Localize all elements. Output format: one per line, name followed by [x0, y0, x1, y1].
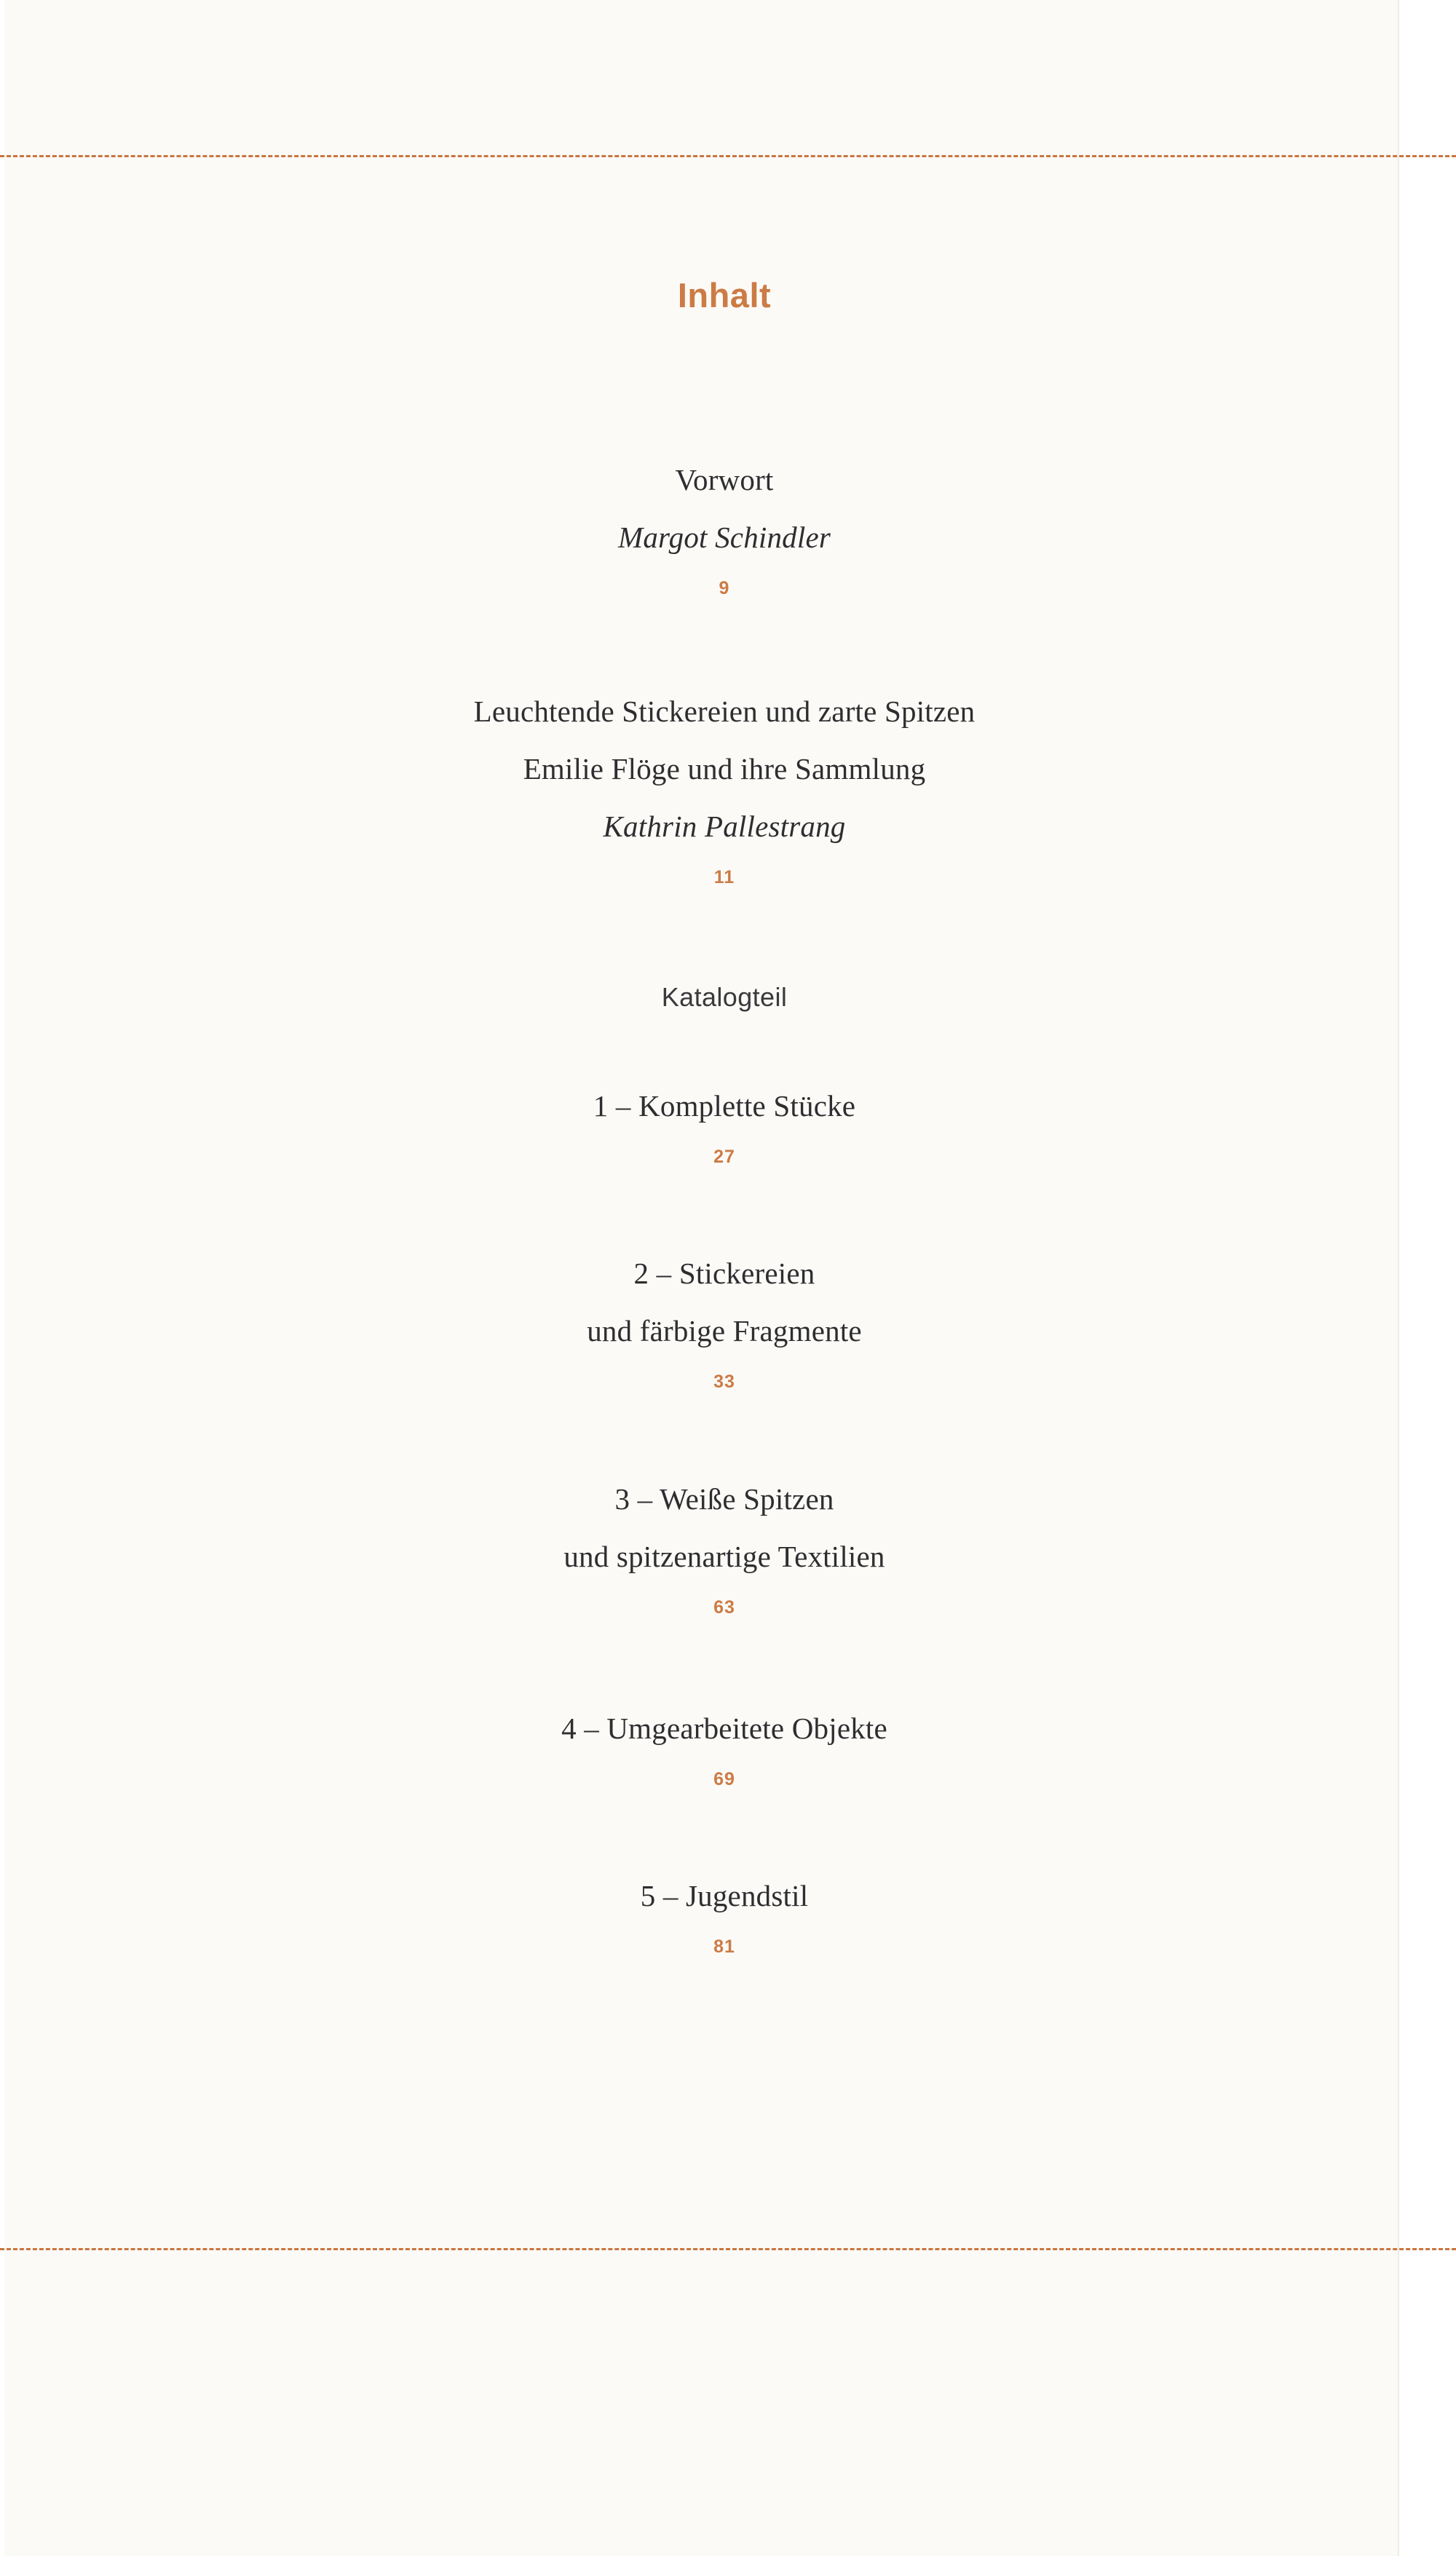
toc-entry-line: Vorwort	[675, 463, 774, 496]
toc-entry	[0, 1700, 1449, 1790]
toc-entry-page: 33	[713, 1372, 735, 1392]
toc-entry-page: 27	[713, 1147, 735, 1167]
toc-entry-line: Leuchtende Stickereien und zarte Spitzen	[473, 695, 976, 728]
toc-section-heading	[0, 968, 1449, 1026]
toc-entry-page: 11	[713, 867, 735, 887]
toc-entry	[0, 683, 1449, 888]
toc-entry-line: Emilie Flöge und ihre Sammlung	[523, 752, 926, 786]
toc-entry-page: 81	[713, 1936, 735, 1957]
dashed-rule-top	[0, 155, 1456, 157]
toc-entry	[0, 451, 1449, 599]
toc-entry	[0, 1867, 1449, 1958]
toc-entry	[0, 1471, 1449, 1618]
toc-entry-page: 63	[713, 1597, 735, 1618]
toc-entry-line: 5 – Jugendstil	[640, 1879, 809, 1912]
toc-entry-author: Kathrin Pallestrang	[603, 810, 846, 843]
toc-entry	[0, 1245, 1449, 1393]
toc-entry-page: 9	[719, 578, 730, 598]
toc-entry	[0, 1077, 1449, 1168]
toc-entry-line: Katalogteil	[661, 982, 788, 1012]
toc-entry-line: 4 – Umgearbeitete Objekte	[561, 1712, 887, 1745]
toc-entry-line: und spitzenartige Textilien	[563, 1540, 885, 1573]
toc-entry-line: 2 – Stickereien	[633, 1257, 815, 1290]
toc-entry-author: Margot Schindler	[617, 521, 831, 554]
toc-entry-page: 69	[713, 1769, 735, 1789]
toc-entry-line: 1 – Komplette Stücke	[593, 1089, 856, 1123]
dashed-rule-bottom	[0, 2248, 1456, 2250]
toc-entry-line: 3 – Weiße Spitzen	[614, 1482, 834, 1516]
page-title: Inhalt	[677, 276, 772, 314]
toc-entry-line: und färbige Fragmente	[587, 1314, 862, 1348]
